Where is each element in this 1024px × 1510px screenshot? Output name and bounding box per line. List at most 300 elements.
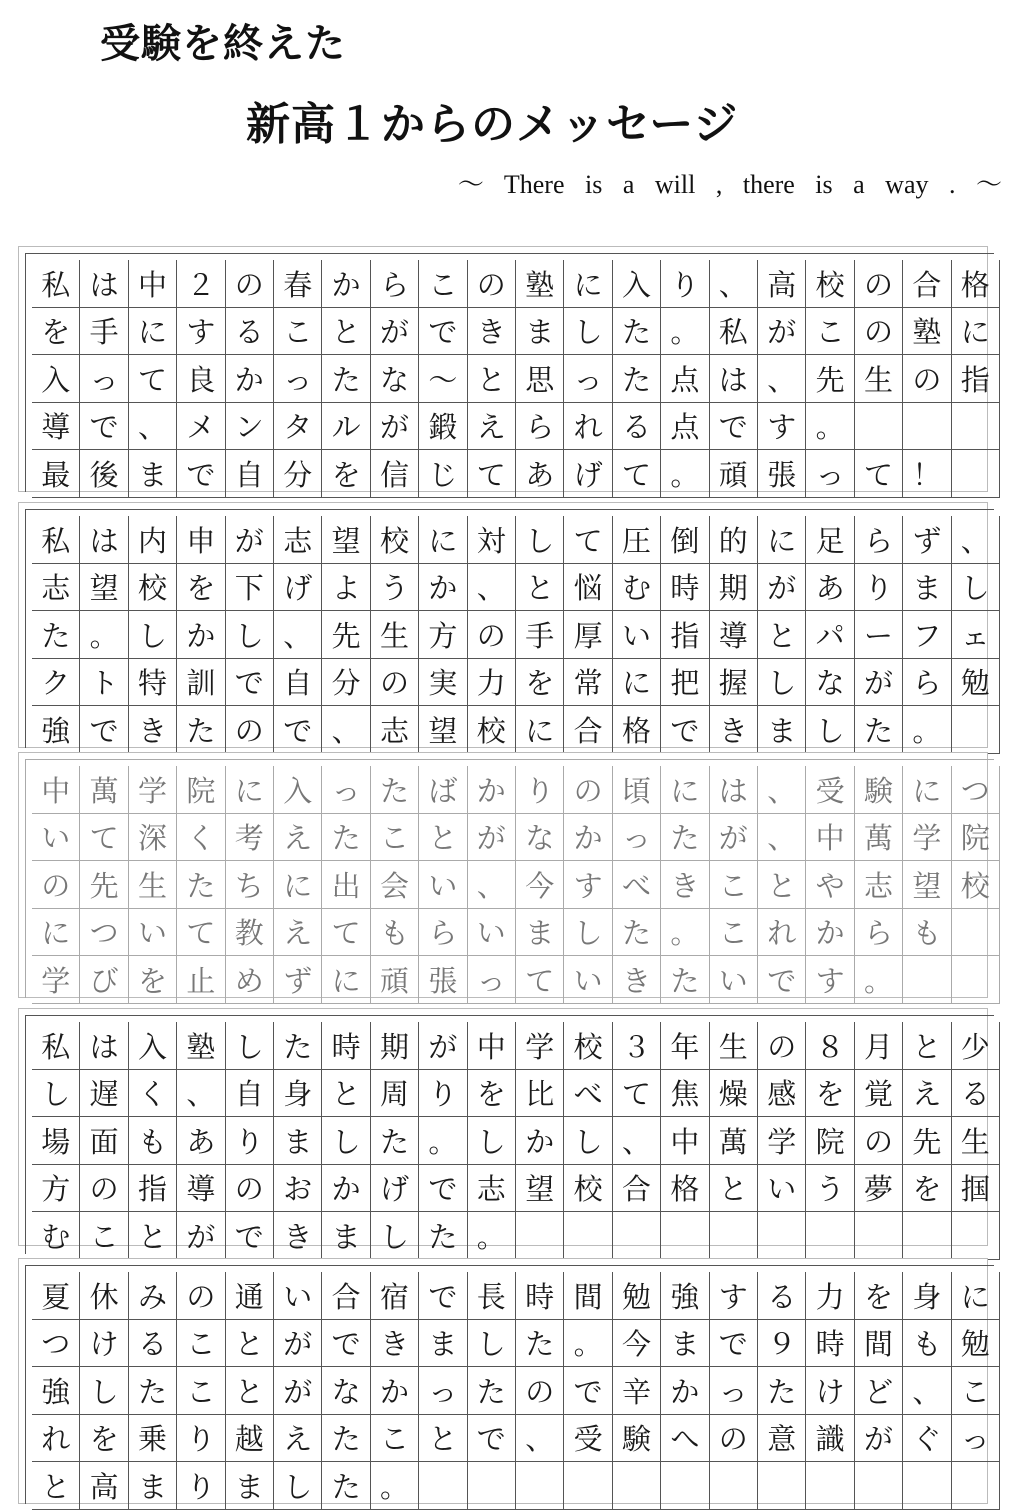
grid-cell: 握 — [710, 659, 758, 707]
grid-cell — [903, 403, 951, 451]
grid-cell: ば — [419, 766, 467, 814]
grid-cell — [952, 1212, 1000, 1260]
grid-cell: ま — [274, 1117, 322, 1165]
grid-cell: 高 — [80, 1462, 128, 1510]
grid-cell: ３ — [613, 1022, 661, 1070]
grid-cell: し — [468, 1320, 516, 1368]
grid-cell: 深 — [129, 814, 177, 862]
grid-cell: 周 — [371, 1070, 419, 1118]
grid-cell: 私 — [32, 516, 80, 564]
grid-cell: 。 — [661, 909, 709, 957]
grid-cell: 厚 — [564, 611, 612, 659]
grid-cell: 的 — [710, 516, 758, 564]
grid-cell: の — [468, 260, 516, 308]
grid-cell: で — [661, 706, 709, 754]
grid-cell: 入 — [32, 355, 80, 403]
grid-cell: が — [758, 564, 806, 612]
grid-cell: か — [226, 355, 274, 403]
grid-cell: 、 — [710, 260, 758, 308]
grid-cell — [710, 1212, 758, 1260]
grid-cell: り — [226, 1117, 274, 1165]
grid-cell: 験 — [855, 766, 903, 814]
grid-cell: の — [226, 260, 274, 308]
grid-cell: 合 — [564, 706, 612, 754]
grid-cell: を — [903, 1165, 951, 1213]
grid-cell: 院 — [177, 766, 225, 814]
grid-cell: で — [419, 308, 467, 356]
grid-cell: 塾 — [177, 1022, 225, 1070]
grid-cell: 院 — [952, 814, 1000, 862]
grid-cell: ２ — [177, 260, 225, 308]
grid-cell: な — [806, 659, 854, 707]
grid-cell: ま — [516, 308, 564, 356]
grid-box — [25, 509, 994, 748]
grid-cell: の — [226, 706, 274, 754]
grid-cell: 生 — [710, 1022, 758, 1070]
grid-cell: あ — [806, 564, 854, 612]
grid-cell: っ — [322, 766, 370, 814]
grid-cell: 先 — [80, 861, 128, 909]
grid-cell: メ — [177, 403, 225, 451]
grid-cell: 通 — [226, 1272, 274, 1320]
grid-cell: い — [32, 814, 80, 862]
grid-cell: っ — [710, 1367, 758, 1415]
grid-cell: ず — [903, 516, 951, 564]
grid-cell — [564, 1212, 612, 1260]
grid-cell — [952, 956, 1000, 1004]
grid-cell — [903, 1212, 951, 1260]
grid-cell: り — [516, 766, 564, 814]
grid-cell: 。 — [661, 450, 709, 498]
grid-cell: ど — [855, 1367, 903, 1415]
grid-cell: パ — [806, 611, 854, 659]
grid-cell: で — [274, 706, 322, 754]
grid-cell: 信 — [371, 450, 419, 498]
grid-cell: こ — [80, 1212, 128, 1260]
grid-cell: つ — [80, 909, 128, 957]
grid-cell: こ — [419, 260, 467, 308]
grid-cell: に — [564, 260, 612, 308]
message-sheet-2 — [18, 502, 988, 748]
grid-cell: へ — [661, 1415, 709, 1463]
grid-cell: と — [468, 355, 516, 403]
grid-cell — [806, 1462, 854, 1510]
grid-cell: る — [226, 308, 274, 356]
grid-cell: ち — [226, 861, 274, 909]
grid-cell: き — [661, 861, 709, 909]
grid-cell: 校 — [371, 516, 419, 564]
grid-cell: 張 — [758, 450, 806, 498]
grid-cell: が — [371, 308, 419, 356]
grid-cell: が — [419, 1022, 467, 1070]
grid-cell: し — [32, 1070, 80, 1118]
grid-cell: あ — [516, 450, 564, 498]
grid-cell — [710, 1462, 758, 1510]
grid-cell: っ — [419, 1367, 467, 1415]
grid-cell: こ — [710, 909, 758, 957]
grid-cell: び — [80, 956, 128, 1004]
grid-cell: 年 — [661, 1022, 709, 1070]
grid-cell: み — [129, 1272, 177, 1320]
grid-cell: と — [758, 611, 806, 659]
grid-cell: っ — [274, 355, 322, 403]
grid-cell: た — [322, 1462, 370, 1510]
grid-cell: 志 — [468, 1165, 516, 1213]
grid-cell: 、 — [468, 861, 516, 909]
grid-cell: 宿 — [371, 1272, 419, 1320]
grid-cell: か — [564, 814, 612, 862]
grid-cell: が — [274, 1367, 322, 1415]
grid-cell: ま — [419, 1320, 467, 1368]
grid-cell: ま — [129, 450, 177, 498]
grid-cell: こ — [177, 1367, 225, 1415]
grid-cell: 校 — [129, 564, 177, 612]
grid-cell — [419, 1462, 467, 1510]
grid-cell — [758, 1212, 806, 1260]
grid-cell: ら — [516, 403, 564, 451]
grid-cell: け — [80, 1320, 128, 1368]
grid-cell: い — [468, 909, 516, 957]
grid-cell: え — [274, 814, 322, 862]
grid-cell: 、 — [903, 1367, 951, 1415]
grid-cell: に — [903, 766, 951, 814]
grid-cell: 中 — [806, 814, 854, 862]
grid-cell: す — [710, 1272, 758, 1320]
grid-cell — [855, 1212, 903, 1260]
grid-cell: 悩 — [564, 564, 612, 612]
grid-cell: 考 — [226, 814, 274, 862]
grid-cell: 圧 — [613, 516, 661, 564]
grid-cell: 校 — [564, 1022, 612, 1070]
grid-cell: 思 — [516, 355, 564, 403]
grid-cell: 頃 — [613, 766, 661, 814]
grid-cell: の — [710, 1415, 758, 1463]
grid-cell: 下 — [226, 564, 274, 612]
grid-cell: 、 — [613, 1117, 661, 1165]
grid-cell: し — [516, 516, 564, 564]
grid-cell: 私 — [32, 260, 80, 308]
grid-cell: 今 — [516, 861, 564, 909]
grid-cell: 受 — [806, 766, 854, 814]
grid-cell: こ — [710, 861, 758, 909]
grid-cell: し — [564, 1117, 612, 1165]
grid-cell: ま — [903, 564, 951, 612]
grid-cell: は — [710, 766, 758, 814]
grid-cell: ま — [516, 909, 564, 957]
grid-cell: た — [468, 1367, 516, 1415]
grid-cell: と — [710, 1165, 758, 1213]
grid-cell: 勉 — [952, 659, 1000, 707]
grid-cell: っ — [613, 814, 661, 862]
grid-cell: ら — [371, 260, 419, 308]
grid-cell: て — [564, 516, 612, 564]
title-line-2: 新高１からのメッセージ — [246, 99, 739, 150]
grid-cell: り — [661, 260, 709, 308]
grid-cell: 校 — [468, 706, 516, 754]
grid-cell: 期 — [371, 1022, 419, 1070]
grid-cell: う — [371, 564, 419, 612]
grid-cell: た — [322, 1415, 370, 1463]
grid-cell: 入 — [274, 766, 322, 814]
grid-cell: こ — [274, 308, 322, 356]
grid-cell: 止 — [177, 956, 225, 1004]
grid-cell: し — [468, 1117, 516, 1165]
grid-cell: 分 — [322, 659, 370, 707]
grid-cell: 、 — [516, 1415, 564, 1463]
message-sheet-5 — [18, 1258, 988, 1504]
grid-cell: 生 — [952, 1117, 1000, 1165]
grid-cell: に — [226, 766, 274, 814]
grid-cell: じ — [419, 450, 467, 498]
grid-cell: 力 — [468, 659, 516, 707]
grid-cell: か — [806, 909, 854, 957]
grid-cell — [952, 706, 1000, 754]
grid-cell: 比 — [516, 1070, 564, 1118]
grid-cell: つ — [952, 766, 1000, 814]
grid-cell: ら — [903, 659, 951, 707]
grid-cell: ま — [226, 1462, 274, 1510]
grid-cell: 中 — [32, 766, 80, 814]
grid-cell: こ — [806, 308, 854, 356]
grid-cell: 。 — [80, 611, 128, 659]
grid-cell: と — [32, 1462, 80, 1510]
grid-cell: 学 — [129, 766, 177, 814]
grid-cell: て — [855, 450, 903, 498]
grid-cell: し — [806, 706, 854, 754]
grid-cell: す — [177, 308, 225, 356]
grid-cell: の — [758, 1022, 806, 1070]
grid-cell: を — [32, 308, 80, 356]
grid-cell: 中 — [129, 260, 177, 308]
grid-cell: が — [177, 1212, 225, 1260]
grid-cell: を — [177, 564, 225, 612]
grid-cell: フ — [903, 611, 951, 659]
grid-cell: の — [564, 766, 612, 814]
grid-cell: 鍛 — [419, 403, 467, 451]
grid-cell: れ — [564, 403, 612, 451]
grid-cell: 萬 — [80, 766, 128, 814]
grid-box — [25, 759, 994, 998]
grid-cell: 方 — [419, 611, 467, 659]
grid-cell: し — [322, 1117, 370, 1165]
grid-cell: 生 — [371, 611, 419, 659]
grid-cell: は — [80, 516, 128, 564]
grid-cell: ル — [322, 403, 370, 451]
grid-cell: 、 — [758, 814, 806, 862]
grid-cell: 志 — [274, 516, 322, 564]
grid-cell: 長 — [468, 1272, 516, 1320]
grid-cell: ぐ — [903, 1415, 951, 1463]
grid-cell: 頑 — [710, 450, 758, 498]
grid-cell: 、 — [758, 766, 806, 814]
grid-cell: 夏 — [32, 1272, 80, 1320]
grid-cell: 。 — [806, 403, 854, 451]
grid-cell: む — [32, 1212, 80, 1260]
grid-cell: 辛 — [613, 1367, 661, 1415]
grid-cell: る — [129, 1320, 177, 1368]
grid-cell: が — [226, 516, 274, 564]
grid-cell: 少 — [952, 1022, 1000, 1070]
grid-cell: め — [226, 956, 274, 1004]
grid-cell: で — [710, 403, 758, 451]
grid-cell: で — [468, 1415, 516, 1463]
grid-cell: 期 — [710, 564, 758, 612]
grid-cell: た — [371, 766, 419, 814]
grid-cell: よ — [322, 564, 370, 612]
grid-cell: 。 — [855, 956, 903, 1004]
grid-cell: こ — [177, 1320, 225, 1368]
grid-cell: し — [129, 611, 177, 659]
grid-cell: で — [226, 1212, 274, 1260]
grid-cell: て — [80, 814, 128, 862]
grid-cell — [613, 1462, 661, 1510]
grid-cell: お — [274, 1165, 322, 1213]
grid-cell: し — [371, 1212, 419, 1260]
grid-cell: ９ — [758, 1320, 806, 1368]
grid-cell: に — [274, 861, 322, 909]
grid-cell: 私 — [710, 308, 758, 356]
grid-cell: 入 — [613, 260, 661, 308]
grid-cell: 校 — [806, 260, 854, 308]
grid-cell: く — [177, 814, 225, 862]
grid-cell: 導 — [710, 611, 758, 659]
grid-cell: が — [710, 814, 758, 862]
grid-cell: も — [903, 909, 951, 957]
grid-cell: き — [613, 956, 661, 1004]
grid-cell: 分 — [274, 450, 322, 498]
grid-cell: 勉 — [613, 1272, 661, 1320]
grid-cell: 中 — [661, 1117, 709, 1165]
grid-cell: い — [419, 861, 467, 909]
grid-cell: た — [661, 814, 709, 862]
grid-cell: ま — [129, 1462, 177, 1510]
grid-cell: ら — [855, 909, 903, 957]
message-sheet-4 — [18, 1008, 990, 1254]
grid-cell: 志 — [371, 706, 419, 754]
grid-cell: に — [758, 516, 806, 564]
grid-cell: に — [613, 659, 661, 707]
grid-cell: ま — [322, 1212, 370, 1260]
grid-cell: 験 — [613, 1415, 661, 1463]
grid-cell: を — [80, 1415, 128, 1463]
grid-cell: 学 — [32, 956, 80, 1004]
grid-cell: る — [952, 1070, 1000, 1118]
grid-cell: で — [758, 956, 806, 1004]
grid-cell: 点 — [661, 355, 709, 403]
grid-cell: る — [758, 1272, 806, 1320]
grid-cell: ８ — [806, 1022, 854, 1070]
grid-cell: に — [952, 308, 1000, 356]
grid-cell: 入 — [129, 1022, 177, 1070]
grid-cell: が — [855, 659, 903, 707]
grid-cell: を — [129, 956, 177, 1004]
grid-cell: ～ — [419, 355, 467, 403]
grid-cell: 、 — [758, 355, 806, 403]
grid-cell: 実 — [419, 659, 467, 707]
grid-cell: た — [613, 355, 661, 403]
grid-cell: た — [613, 909, 661, 957]
grid-cell: げ — [371, 1165, 419, 1213]
grid-cell: 休 — [80, 1272, 128, 1320]
grid-cell: か — [516, 1117, 564, 1165]
grid-cell: た — [177, 706, 225, 754]
grid-cell — [516, 1212, 564, 1260]
grid-cell: べ — [613, 861, 661, 909]
grid-cell: も — [371, 909, 419, 957]
grid-cell: こ — [371, 814, 419, 862]
grid-cell — [855, 1462, 903, 1510]
grid-cell: ！ — [903, 450, 951, 498]
grid-cell: え — [274, 909, 322, 957]
grid-cell: 越 — [226, 1415, 274, 1463]
grid-cell: に — [661, 766, 709, 814]
grid-cell: や — [806, 861, 854, 909]
grid-cell: ま — [661, 1320, 709, 1368]
grid-cell: て — [177, 909, 225, 957]
grid-cell: 、 — [274, 611, 322, 659]
grid-cell: で — [177, 450, 225, 498]
grid-cell: 校 — [564, 1165, 612, 1213]
grid-cell: い — [129, 909, 177, 957]
grid-cell: を — [855, 1272, 903, 1320]
grid-cell: い — [564, 956, 612, 1004]
grid-cell: 院 — [806, 1117, 854, 1165]
grid-cell: っ — [952, 1415, 1000, 1463]
grid-cell: 。 — [903, 706, 951, 754]
grid-cell: 志 — [855, 861, 903, 909]
grid-cell: 学 — [516, 1022, 564, 1070]
grid-cell: は — [710, 355, 758, 403]
grid-cell: た — [32, 611, 80, 659]
grid-cell: 申 — [177, 516, 225, 564]
grid-cell: え — [903, 1070, 951, 1118]
grid-cell: 足 — [806, 516, 854, 564]
grid-cell: す — [564, 861, 612, 909]
grid-cell: 。 — [419, 1117, 467, 1165]
grid-cell: 面 — [80, 1117, 128, 1165]
grid-cell: 覚 — [855, 1070, 903, 1118]
grid-cell: 内 — [129, 516, 177, 564]
grid-cell — [855, 403, 903, 451]
grid-cell: に — [952, 1272, 1000, 1320]
grid-cell: 、 — [177, 1070, 225, 1118]
grid-cell: し — [564, 909, 612, 957]
grid-cell: 間 — [855, 1320, 903, 1368]
grid-cell: い — [710, 956, 758, 1004]
grid-cell: 。 — [661, 308, 709, 356]
grid-cell: き — [371, 1320, 419, 1368]
grid-cell: 点 — [661, 403, 709, 451]
grid-cell: 張 — [419, 956, 467, 1004]
grid-cell: 合 — [613, 1165, 661, 1213]
grid-cell — [613, 1212, 661, 1260]
grid-cell: い — [613, 611, 661, 659]
grid-cell: こ — [952, 1367, 1000, 1415]
grid-cell: け — [806, 1367, 854, 1415]
grid-cell: 先 — [903, 1117, 951, 1165]
grid-cell: 燥 — [710, 1070, 758, 1118]
grid-cell: た — [613, 308, 661, 356]
grid-cell: で — [710, 1320, 758, 1368]
grid-cell: こ — [371, 1415, 419, 1463]
grid-cell: 勉 — [952, 1320, 1000, 1368]
grid-cell: が — [274, 1320, 322, 1368]
motto: ～ There is a will , there is a way . ～ — [457, 170, 1002, 199]
grid-cell: な — [322, 1367, 370, 1415]
grid-cell: い — [758, 1165, 806, 1213]
grid-cell: 焦 — [661, 1070, 709, 1118]
grid-cell: 、 — [952, 516, 1000, 564]
